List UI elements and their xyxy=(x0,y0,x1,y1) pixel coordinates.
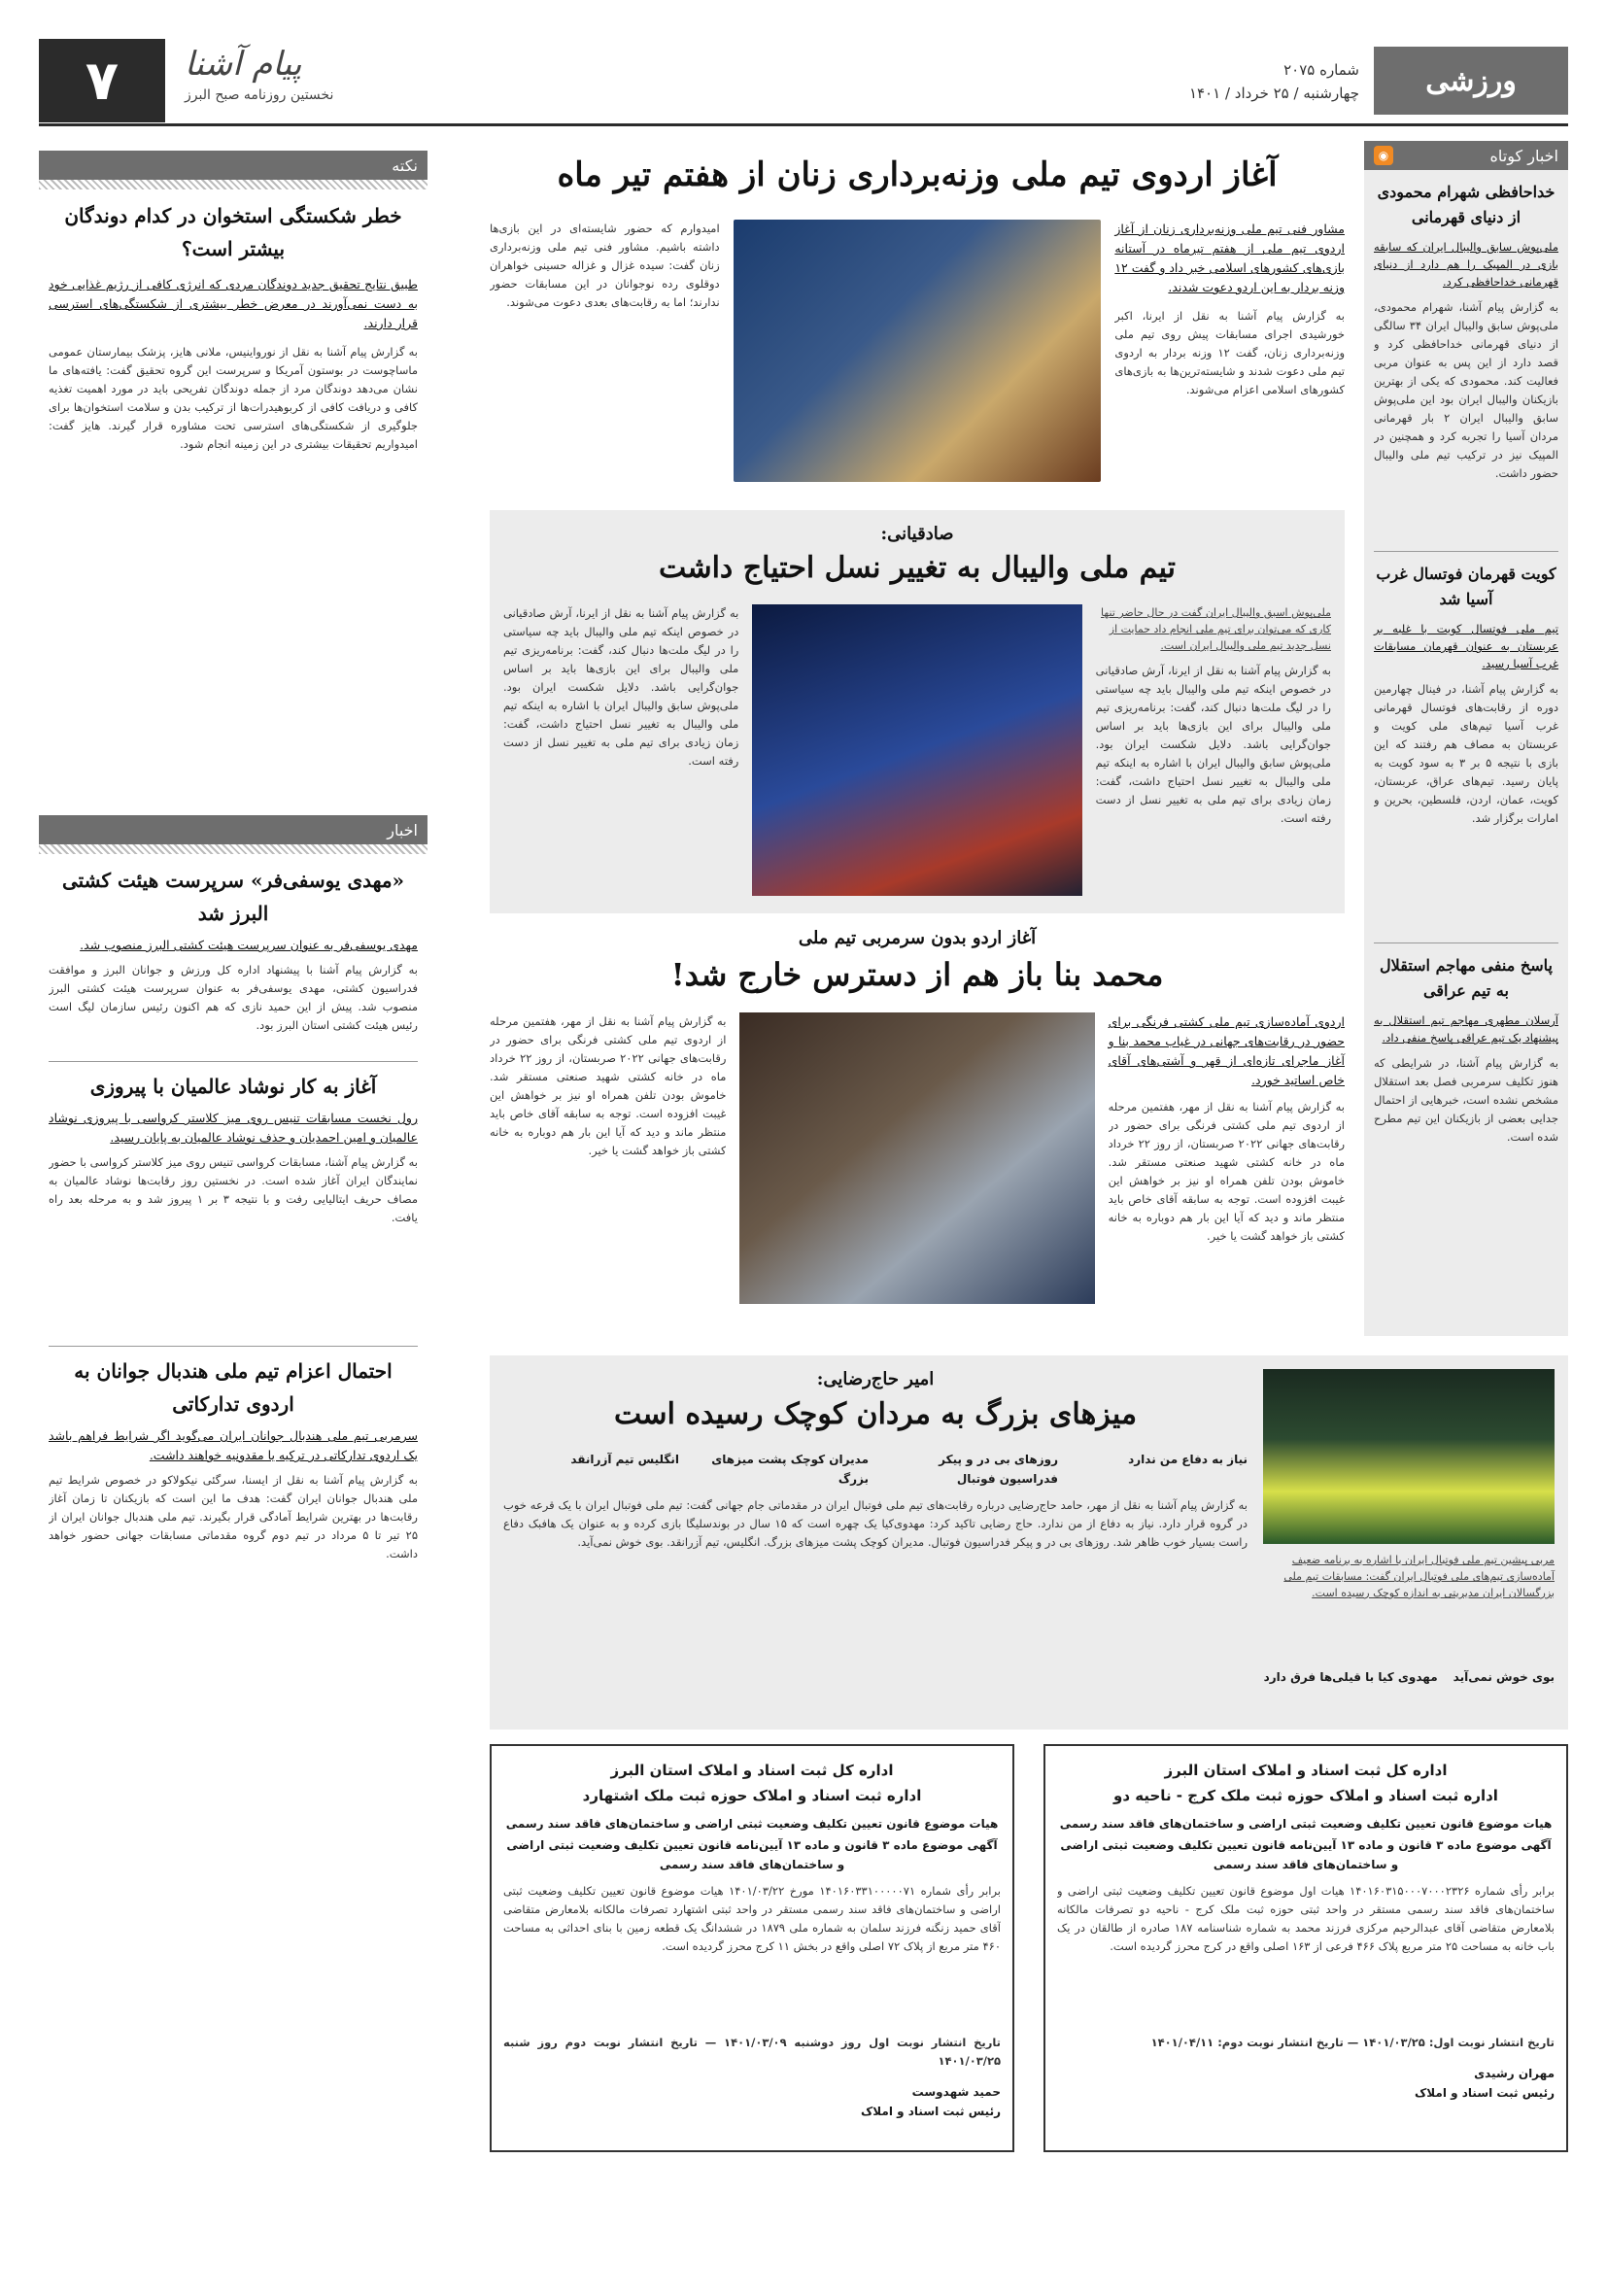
news-header xyxy=(39,815,427,844)
volleyball-kicker: صادقیانی: xyxy=(880,524,954,544)
football-photo xyxy=(1263,1369,1555,1544)
news-box xyxy=(39,854,427,1908)
wrestling-col-text1 xyxy=(1109,1012,1345,1304)
short-news-item xyxy=(1374,562,1558,933)
short-news-lead: آرسلان مطهری مهاجم تیم استقلال به پیشنهاد یک تیم عراقی پاسخ منفی داد. xyxy=(1374,1013,1558,1045)
section-title: ورزشی xyxy=(1374,47,1568,115)
notice-signer-title: رئیس ثبت اسناد و املاک xyxy=(1415,2086,1555,2100)
volleyball-col-text1 xyxy=(1096,604,1331,896)
page-header xyxy=(39,39,1568,126)
notice-dept: اداره ثبت اسناد و املاک حوزه ثبت ملک کرج - ناحیه دو xyxy=(1113,1787,1498,1804)
football-subhead: مدیران کوچک پشت میزهای بزرگ xyxy=(711,1453,869,1486)
notice-org: اداره کل ثبت اسناد و املاک استان البرز xyxy=(1164,1762,1448,1779)
news-title: احتمال اعزام تیم ملی هندبال جوانان به اردوی تدارکاتی xyxy=(74,1359,393,1416)
news-lead: سرمربی تیم ملی هندبال جوانان ایران می‌گوید اگر شرایط فراهم باشد یک اردوی تدارکاتی در ترکیه یا مقدونیه خواهند داشت. xyxy=(49,1428,418,1462)
divider xyxy=(1374,551,1558,552)
tip-body: به گزارش پیام آشنا به نقل از نورواینیس، ملانی هایز، پزشک بیمارستان عمومی ماساچوست در بوستون آمریکا و سرپرست این گروه تحقیق گفت: یافته‌های ما نشان می‌دهد دوندگان مرد از جمله دوندگان تفریحی باید در مورد اهمیت تغذیه کافی و دریافت کافی از کربوهیدرات‌ها از ترکیب بدن و سلامت استخوان‌ها برای جلوگیری از شکستگی‌های استرسی تحت مشاوره قرار گیرند. هایز گفت: امیدواریم تحقیقات بیشتری در این زمینه انجام شود. xyxy=(49,345,418,451)
weightlifting-body1: به گزارش پیام آشنا به نقل از ایرنا، اکبر خورشیدی اجرای مسابقات پیش روی تیم ملی وزنه‌برداری زنان، گفت ۱۲ وزنه بردار به اردوی تیم ملی دعوت شدند و شایسته‌ترین‌ها به بازی‌های کشورهای اسلامی اعزام می‌شوند. xyxy=(1114,309,1345,396)
short-news-item xyxy=(1374,953,1558,1278)
football-kicker: امیر حاج‌رضایی: xyxy=(816,1369,935,1389)
news-body: به گزارش پیام آشنا به نقل از ایسنا، سرگئی نیکولاکو در خصوص شرایط تیم ملی هندبال جوانان ایران گفت: هدف ما این است که بازیکنان تا زمان آغاز رقابت‌ها در بهترین شرایط آمادگی قرار بگیرند. تیم ملی هندبال جوانان ایران از ۲۵ تیر تا ۵ مرداد در تیم دوم گروه مقدماتی مسابقات جهانی حضور خواهد داشت. xyxy=(49,1473,418,1560)
rss-icon: ◉ xyxy=(1374,146,1393,165)
short-news-label: اخبار کوتاه xyxy=(1489,146,1558,165)
football-story xyxy=(490,1355,1568,1730)
short-news-column xyxy=(1364,141,1568,1336)
volleyball-photo xyxy=(752,604,1081,896)
football-subhead: انگلیس تیم آزرانقد xyxy=(570,1453,679,1466)
football-subhead: روزهای بی در و پیکر فدراسیون فوتبال xyxy=(939,1453,1058,1486)
tip-label: نکته xyxy=(392,155,418,175)
football-bottom-subheads xyxy=(503,1667,1555,1687)
wrestling-title: محمد بنا باز هم از دسترس خارج شد! xyxy=(670,956,1164,993)
weightlifting-lead: مشاور فنی تیم ملی وزنه‌برداری زنان از آغاز اردوی تیم ملی از هفتم تیرماه در آستانه بازی‌های کشورهای اسلامی خبر داد و گفت ۱۲ وزنه بردار به این اردو دعوت شدند. xyxy=(1114,222,1345,294)
football-top xyxy=(503,1369,1555,1662)
football-photo-block xyxy=(1263,1369,1555,1662)
volleyball-body: به گزارش پیام آشنا به نقل از ایرنا، آرش صادقیانی در خصوص اینکه تیم ملی والیبال باید چه سیاستی را در لیگ ملت‌ها دنبال کند، گفت: برنامه‌ریزی تیم ملی والیبال برای این بازی‌ها باید بر اساس جوان‌گرایی باشد. دلایل شکست ایران بود. ملی‌پوش سابق والیبال ایران با اشاره به اینکه تیم ملی والیبال به تغییر نسل احتیاج داشت، گفت: زمان زیادی برای تیم ملی به تغییر نسل از دست رفته است. xyxy=(1095,664,1331,825)
notice-type: آگهی موضوع ماده ۳ قانون و ماده ۱۳ آیین‌نامه قانون تعیین تکلیف وضعیت ثبتی اراضی و ساختمان‌های فاقد سند رسمی xyxy=(506,1838,998,1871)
notice-headline: هیات موضوع قانون تعیین تکلیف وضعیت ثبتی اراضی و ساختمان‌های فاقد سند رسمی xyxy=(1059,1817,1553,1831)
football-subhead: مهدوی کیا با قیلی‌ها فرق دارد xyxy=(1263,1670,1438,1684)
newspaper-tagline: نخستین روزنامه صبح البرز xyxy=(185,87,334,103)
news-lead: رول نخست مسابقات تنیس روی میز کلاستر کرواسی با پیروزی نوشاد عالمیان و امین احمدیان و حذف نوشاد عالمیان به پایان رسید. xyxy=(49,1111,418,1145)
tip-lead: طبیق نتایج تحقیق جدید دوندگان مردی که انرژی کافی از رژیم غذایی خود به دست نمی‌آورند در معرض خطر بیشتری از شکستگی‌های استرسی قرار دارند. xyxy=(49,277,418,330)
divider xyxy=(49,1061,418,1062)
notice-body: برابر رأی شماره ۱۴۰۱۶۰۳۱۵۰۰۰۷۰۰۰۲۳۲۶ هیات اول موضوع قانون تعیین تکلیف وضعیت ثبتی اراضی و ساختمان‌های فاقد سند رسمی مستقر در واحد ثبتی حوزه ثبت ملک کرج - ناحیه دو تصرفات مالکانه بلامعارض متقاضی آقای عبدالرحیم مرکزی فرزند محمد به شماره شناسنامه ۱۸۷ صادره از طالقان در یک باب خانه به مساحت ۲۵ متر مربع پلاک ۴۶۶ فرعی از ۱۶۳ اصلی واقع در کرج محرز گردیده است. xyxy=(1057,1884,1555,1953)
football-subhead: نیاز به دفاع من ندارد xyxy=(1128,1453,1248,1466)
notice-signer: مهران رشیدی xyxy=(1474,2067,1555,2080)
weightlifting-body2: امیدوارم که حضور شایسته‌ای در این بازی‌ها داشته باشیم. مشاور فنی تیم ملی وزنه‌برداری زنان گفت: سیده غزال و غزاله حسینی خواهران دوقلوی رده نوجوانان در این مسابقات حضور ندارند؛ اما به رقابت‌های بعدی دعوت می‌شوند. xyxy=(489,222,720,309)
notice-signer: حمید شهدوست xyxy=(911,2085,1001,2099)
volleyball-columns xyxy=(503,604,1331,896)
football-headline-block xyxy=(503,1369,1248,1662)
notice-dept: اداره ثبت اسناد و املاک حوزه ثبت ملک اشتهارد xyxy=(582,1787,922,1804)
weightlifting-columns xyxy=(490,220,1345,482)
short-news-body: به گزارش پیام آشنا، در فینال چهارمین دوره از رقابت‌های فوتسال قهرمانی غرب آسیا تیم‌های ملی کویت و عربستان به مصاف هم رفتند که این بازی با نتیجه ۵ بر ۳ به سود کویت به پایان رسید. تیم‌های عراق، عربستان، کویت، عمان، اردن، فلسطین، بحرین و امارات برگزار شد. xyxy=(1374,682,1558,825)
notice-dates: تاریخ انتشار نوبت اول روز دوشنبه ۱۴۰۱/۰۳/۰۹ — تاریخ انتشار نوبت دوم روز شنبه ۱۴۰۱/۰۳/۲۵ xyxy=(503,2036,1001,2068)
volleyball-caption: ملی‌پوش اسبق والیبال ایران گفت در حال حاضر تنها کاری که می‌توان برای تیم ملی انجام داد حمایت از نسل جدید تیم ملی والیبال ایران است. xyxy=(1101,606,1331,652)
page-number: ۷ xyxy=(39,39,165,122)
short-news-body: به گزارش پیام آشنا، شهرام محمودی، ملی‌پوش سابق والیبال ایران ۳۴ سالگی از دنیای قهرمانی خداحافظی کرد و قصد دارد از این پس به عنوان مربی فعالیت کند. محمودی که یکی از بهترین بازیکنان والیبال ایران بود این ملی‌پوش سابق والیبال ایران ۲ بار قهرمانی مردان آسیا را تجربه کرد و همچنین در المپیک نیز در ترکیب تیم ملی والیبال حضور داشت. xyxy=(1374,300,1558,480)
wrestling-body: به گزارش پیام آشنا به نقل از مهر، هفتمین مرحله از اردوی تیم ملی کشتی فرنگی برای حضور در رقابت‌های جهانی ۲۰۲۲ صربستان، از روز ۲۲ خرداد ماه در خانه کشتی شهید صنعتی مستقر شد. خاموش بودن تلفن همراه او نیز بر خواهش این غیبت افزوده است. توجه به سابقه آقای خاص باید منتظر ماند و دید که آیا این بار هم دوباره به خانه کشتی باز خواهد گشت یا خیر. xyxy=(1108,1100,1345,1243)
wrestling-kicker: آغاز اردو بدون سرمربی تیم ملی xyxy=(798,928,1037,948)
legal-notice-eshtehard xyxy=(490,1744,1014,2152)
volleyball-story xyxy=(490,510,1345,913)
legal-notice-karaj xyxy=(1043,1744,1568,2152)
notice-headline: هیات موضوع قانون تعیین تکلیف وضعیت ثبتی اراضی و ساختمان‌های فاقد سند رسمی xyxy=(505,1817,999,1831)
weightlifting-col-text1 xyxy=(1114,220,1345,482)
news-label: اخبار xyxy=(387,820,418,840)
news-body: به گزارش پیام آشنا با پیشنهاد اداره کل ورزش و جوانان البرز و موافقت فدراسیون کشتی، مهدی یوسفی‌فر به عنوان سرپرست هیئت کشتی البرز منصوب شد. پیش از این حمید نازی که هم اکنون رئیس سازمان لیگ است رئیس هیئت کشتی استان البرز بود. xyxy=(49,963,418,1032)
volleyball-title: تیم ملی والیبال به تغییر نسل احتیاج داشت xyxy=(658,551,1177,585)
issue-number: شماره ۲۰۷۵ xyxy=(1283,61,1359,79)
wrestling-lead: اردوی آماده‌سازی تیم ملی کشتی فرنگی برای حضور در رقابت‌های جهانی در غیاب محمد بنا و آغاز ماجرای تازه‌ای از قهر و آشتی‌های آقای خاص اساتید خورد. xyxy=(1108,1014,1345,1087)
divider xyxy=(1374,942,1558,943)
tip-stripe xyxy=(39,180,427,189)
wrestling-story xyxy=(490,928,1345,1336)
tip-header xyxy=(39,151,427,180)
notice-dates: تاریخ انتشار نوبت اول: ۱۴۰۱/۰۳/۲۵ — تاریخ انتشار نوبت دوم: ۱۴۰۱/۰۴/۱۱ xyxy=(1150,2036,1555,2049)
news-stripe xyxy=(39,844,427,854)
short-news-lead: تیم ملی فوتسال کویت با غلبه بر عربستان به عنوان قهرمان مسابقات غرب آسیا رسید. xyxy=(1374,622,1558,670)
short-news-title: کویت قهرمان فوتسال غرب آسیا شد xyxy=(1376,565,1556,608)
notice-type: آگهی موضوع ماده ۳ قانون و ماده ۱۳ آیین‌نامه قانون تعیین تکلیف وضعیت ثبتی اراضی و ساختمان‌های فاقد سند رسمی xyxy=(1060,1838,1552,1871)
football-title: میزهای بزرگ به مردان کوچک رسیده است xyxy=(613,1397,1138,1431)
news-title: «مهدی یوسفی‌فر» سرپرست هیئت کشتی البرز شد xyxy=(61,869,405,925)
weightlifting-story xyxy=(490,146,1345,496)
newspaper-logo: پیام آشنا xyxy=(185,45,302,84)
short-news-header xyxy=(1364,141,1568,170)
notice-signer-title: رئیس ثبت اسناد و املاک xyxy=(861,2105,1001,2118)
short-news-title: خداحافظی شهرام محمودی از دنیای قهرمانی xyxy=(1377,183,1556,226)
wrestling-photo xyxy=(739,1012,1094,1304)
issue-date: چهارشنبه / ۲۵ خرداد / ۱۴۰۱ xyxy=(1188,85,1359,102)
short-news-item xyxy=(1374,180,1558,541)
football-body: به گزارش پیام آشنا به نقل از مهر، حامد حاج‌رضایی درباره رقابت‌های تیم ملی فوتبال ایران در مقدماتی جام جهانی گفت: تیم ملی فوتبال ایران با یک قرعه خوب در گروه قرار دارد. نیاز به دفاع از من ندارد. حاج رضایی تاکید کرد: مهدوی‌کیا یک چهره است که ۱۵ سال در بوندسلیگا بازی کرده و به عنوان یک هافبک دفاع راست بسیار خوب ظاهر شد. روزهای بی در و پیکر فدراسیون فوتبال. مدیران کوچک پشت میزهای بزرگ. انگلیس، تیم آزرانقد. بوی خوش نمی‌آید. xyxy=(503,1498,1248,1549)
news-title: آغاز به کار نوشاد عالمیان با پیروزی xyxy=(89,1075,377,1098)
notice-org: اداره کل ثبت اسناد و املاک استان البرز xyxy=(610,1762,894,1779)
short-news-lead: ملی‌پوش سابق والیبال ایران که سابقه بازی در المپیک را هم دارد از دنیای قهرمانی خداحافظی کرد. xyxy=(1374,240,1558,289)
news-lead: مهدی یوسفی‌فر به عنوان سرپرست هیئت کشتی البرز منصوب شد. xyxy=(80,938,418,952)
issue-info xyxy=(1189,58,1359,105)
news-body: به گزارش پیام آشنا، مسابقات کرواسی تنیس روی میز کلاستر کرواسی با حضور نمایندگان ایران آغاز شده است. در نخستین روز رقابت‌ها نوشاد عالمیان به مصاف حریف ایتالیایی رفت و با نتیجه ۳ بر ۱ پیروز شد و به مرحله بعد راه یافت. xyxy=(49,1155,418,1224)
weightlifting-title: آغاز اردوی تیم ملی وزنه‌برداری زنان از هفتم تیر ماه xyxy=(557,155,1278,194)
short-news-list xyxy=(1364,170,1568,1287)
football-subhead: بوی خوش نمی‌آید xyxy=(1453,1670,1555,1684)
weightlifting-photo xyxy=(734,220,1102,482)
left-column xyxy=(39,151,427,1908)
wrestling-columns xyxy=(490,1012,1345,1304)
notice-body: برابر رأی شماره ۱۴۰۱۶۰۳۳۱۰۰۰۰۰۷۱ مورخ ۱۴۰۱/۰۳/۲۲ هیات موضوع قانون تعیین تکلیف وضعیت ثبتی اراضی و ساختمان‌های فاقد سند رسمی مستقر در واحد ثبتی اشتهارد تصرفات مالکانه بلامعارض متقاضی آقای حمید زنگنه فرزند سلمان به شماره ملی ۱۸۷۹ در ششدانگ یک قطعه زمین با بنای احداثی به مساحت ۴۶۰ متر مربع از پلاک ۷۲ اصلی واقع در بخش ۱۱ کرج محرز گردیده است. xyxy=(503,1884,1001,1953)
football-subheads xyxy=(503,1450,1248,1489)
short-news-body: به گزارش پیام آشنا، در شرایطی که هنوز تکلیف سرمربی فصل بعد استقلال مشخص نشده است، خبرهایی از احتمال جدایی بعضی از بازیکنان این تیم مطرح شده است. xyxy=(1374,1056,1558,1144)
short-news-title: پاسخ منفی مهاجم استقلال به تیم عراقی xyxy=(1380,956,1553,1000)
volleyball-body-cont: به گزارش پیام آشنا به نقل از ایرنا، آرش صادقیانی در خصوص اینکه تیم ملی والیبال باید چه سیاستی را در لیگ ملت‌ها دنبال کند، گفت: برنامه‌ریزی تیم ملی والیبال برای این بازی‌ها باید بر اساس جوان‌گرایی باشد. دلایل شکست ایران بود. ملی‌پوش سابق والیبال ایران با اشاره به اینکه تیم ملی والیبال به تغییر نسل احتیاج داشت، گفت: زمان زیادی برای تیم ملی به تغییر نسل از دست رفته است. xyxy=(502,606,739,768)
tip-box xyxy=(39,189,427,809)
football-caption: مربی پیشین تیم ملی فوتبال ایران با اشاره به برنامه ضعیف آماده‌سازی تیم‌های ملی فوتبال ایران گفت: مسابقات تیم ملی بزرگسالان ایران مدیریتی به اندازه کوچک رسیده است. xyxy=(1283,1554,1555,1599)
wrestling-body-cont: به گزارش پیام آشنا به نقل از مهر، هفتمین مرحله از اردوی تیم ملی کشتی فرنگی برای حضور در رقابت‌های جهانی ۲۰۲۲ صربستان، از روز ۲۲ خرداد ماه در خانه کشتی شهید صنعتی مستقر شد. خاموش بودن تلفن همراه او نیز بر خواهش این غیبت افزوده است. توجه به سابقه آقای خاص باید منتظر ماند و دید که آیا این بار هم دوباره به خانه کشتی باز خواهد گشت یا خیر. xyxy=(490,1014,727,1157)
tip-title: خطر شکستگی استخوان در کدام دوندگان بیشتر است؟ xyxy=(64,204,402,260)
divider xyxy=(49,1346,418,1347)
